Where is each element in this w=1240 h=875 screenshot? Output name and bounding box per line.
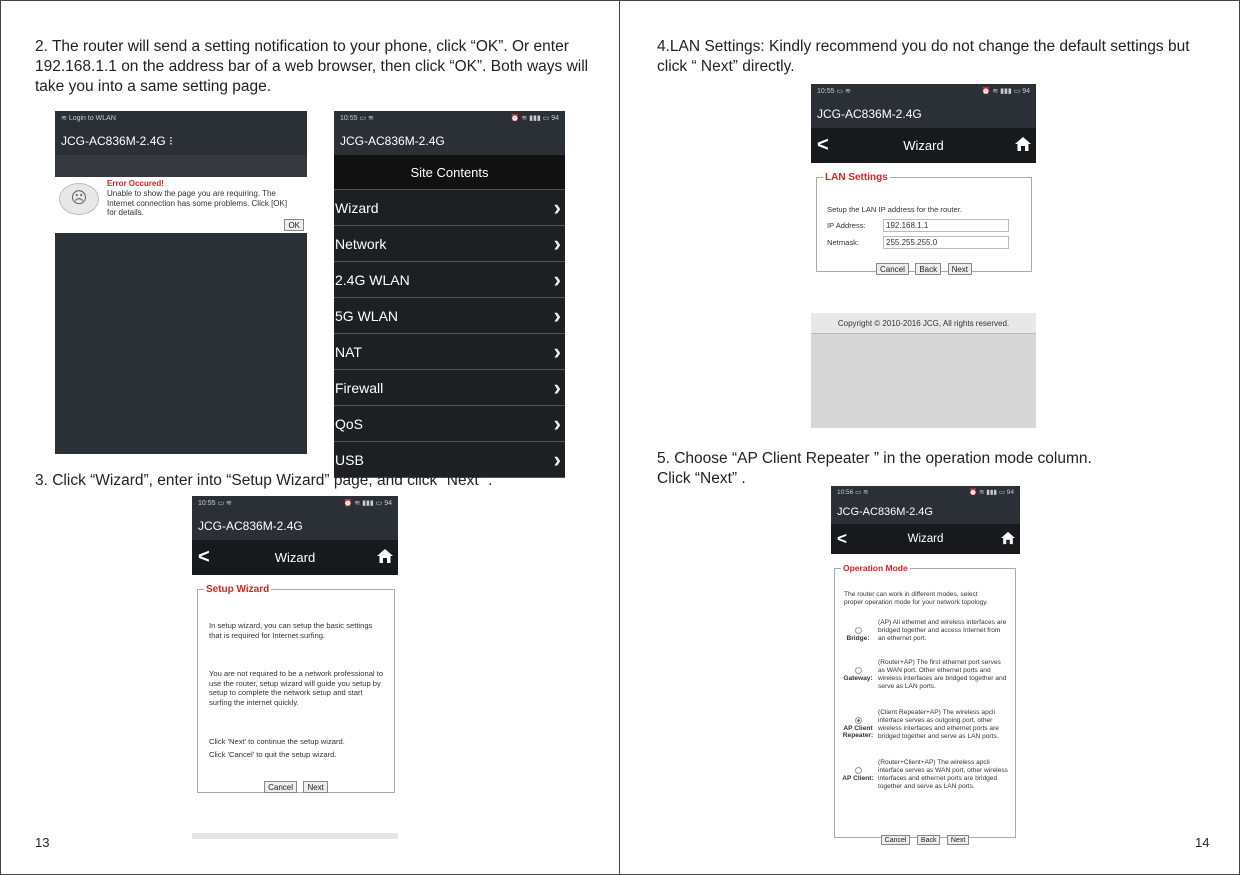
- wizard-title: Wizard: [903, 138, 944, 153]
- wizard-title: Wizard: [907, 533, 944, 545]
- wizard-bar: [831, 524, 1020, 554]
- menu-item[interactable]: QoS ›: [334, 406, 565, 442]
- lan-buttons: [817, 259, 1031, 277]
- lan-settings-panel: LAN Settings Setup the LAN IP address for the router. IP Address: 192.168.1.1 Netmask: 255.255.255.0 Cancel Back Next: [816, 172, 1032, 272]
- menu-list: [334, 190, 565, 478]
- lan-intro: Setup the LAN IP address for the router.: [827, 205, 962, 214]
- sad-face-icon: ☹: [59, 183, 99, 215]
- setup-wizard-panel: Setup Wizard In setup wizard, you can setup the basic settings that is required for Internet surfing. You are not required to be a network professional to use the router, setup wizard will guide you setup by setup to complete the network setup and start surfing the internet quickly. Click 'Next' to continue the setup wizard. Click 'Cancel' to quit the setup wizard. Cancel Next: [197, 584, 395, 793]
- mode-description: (AP) All ethernet and wireless interfaces are bridged together and access Internet from an ethernet port.: [878, 619, 1007, 642]
- chevron-right-icon: ›: [553, 411, 561, 436]
- mode-option[interactable]: [840, 619, 1012, 659]
- right-page: [619, 0, 1240, 875]
- error-message: Unable to show the page you are requiring. The Internet connection has some problems. Click [OK] for details.: [107, 189, 288, 217]
- chevron-right-icon: ›: [553, 231, 561, 256]
- menu-item[interactable]: USB ›: [334, 442, 565, 478]
- wizard-para-3: Click 'Next' to continue the setup wizard.: [209, 737, 345, 746]
- back-button[interactable]: Back: [915, 263, 941, 275]
- scroll-strip: [192, 833, 398, 839]
- spacer: [55, 155, 307, 177]
- netmask-row: Netmask: 255.255.255.0: [827, 236, 1009, 249]
- ssid-title: JCG-AC836M-2.4G: [192, 512, 398, 540]
- site-contents-title: Site Contents: [334, 155, 565, 190]
- wizard-bar: [811, 128, 1036, 163]
- menu-item[interactable]: NAT ›: [334, 334, 565, 370]
- step2-text: 2. The router will send a setting notification to your phone, click “OK”. Or enter 192.168.1.1 on the address bar of a web browser, then click “OK”. Both ways will take you into a same setting page.: [35, 38, 589, 95]
- netmask-input[interactable]: 255.255.255.0: [883, 236, 1009, 249]
- mode-label: Gateway:: [843, 674, 873, 682]
- ssid-title: JCG-AC836M-2.4G: [334, 127, 565, 155]
- radio-button[interactable]: [855, 717, 862, 724]
- operation-mode-panel: Operation Mode The router can work in different modes, select proper operation mode for your network topology. Bridge: (AP) All ethernet and wireless interfaces are bridged together and access Internet from an ethernet port. Gateway: (Router+AP) The first ethernet port serves as WAN port. Other ethernet ports and wireless interfaces are bridged together and serve as LAN ports. AP Client Repeater: (Client Repeater+AP) The wireless apcli interface serves as outgoing port, other wireless interfaces and ethernet ports are bridged together and serve as LAN ports. AP Client: (Router+Client+AP) The wireless apcli interface serves as WAN port, other wireless interfaces and ethernet ports are bridged together and serve as LAN ports. Cancel Back Next: [834, 563, 1016, 838]
- wifi-icon: ≋: [61, 115, 69, 122]
- menu-item[interactable]: 5G WLAN ›: [334, 298, 565, 334]
- radio-button[interactable]: [855, 627, 862, 634]
- mode-description: (Router+AP) The first ethernet port serves as WAN port. Other ethernet ports and wireless interfaces are bridged together and serve as LAN ports.: [878, 659, 1007, 690]
- mode-description: (Router+Client+AP) The wireless apcli interface serves as WAN port, other wireless interfaces and ethernet ports are bridged together and serve as LAN ports.: [878, 759, 1008, 790]
- error-dialog: [55, 177, 307, 233]
- home-icon[interactable]: [1000, 531, 1016, 545]
- mode-label: Bridge:: [846, 634, 870, 642]
- mode-description: (Client Repeater+AP) The wireless apcli interface serves as outgoing port, other wireless interfaces and ethernet ports are bridged together and serve as LAN ports.: [878, 709, 999, 740]
- cancel-button[interactable]: Cancel: [876, 263, 909, 275]
- mode-label: AP Client Repeater:: [842, 724, 874, 740]
- status-bar: 10:55 ▭ ≋ ⏰ ≋ ▮▮▮ ▭ 94: [334, 111, 565, 127]
- menu-item[interactable]: Wizard ›: [334, 190, 565, 226]
- ip-row: IP Address: 192.168.1.1: [827, 219, 1009, 232]
- ok-button[interactable]: OK: [284, 219, 304, 231]
- status-bar: ≋ Login to WLAN: [55, 111, 307, 127]
- cancel-button[interactable]: Cancel: [264, 781, 297, 793]
- back-icon[interactable]: <: [198, 546, 210, 568]
- ssid-title: JCG-AC836M-2.4G ⁝: [55, 127, 307, 155]
- page-number: 14: [1195, 835, 1210, 850]
- menu-item[interactable]: Firewall ›: [334, 370, 565, 406]
- wizard-para-2: You are not required to be a network professional to use the router, setup wizard will guide you setup by setup to complete the network setup and start surfing the internet quickly.: [209, 669, 384, 707]
- mode-option[interactable]: [840, 709, 1012, 759]
- mode-label: AP Client:: [842, 774, 874, 782]
- step5-line1: 5. Choose “AP Client Repeater ” in the operation mode column.: [657, 450, 1092, 467]
- ssid-title: JCG-AC836M-2.4G: [811, 100, 1036, 128]
- page-number: 13: [35, 835, 50, 850]
- next-button[interactable]: Next: [948, 263, 972, 275]
- mode-list: [840, 619, 1012, 809]
- cancel-button[interactable]: Cancel: [881, 835, 911, 845]
- phone-error-screen: [55, 111, 307, 454]
- step3-text: 3. Click “Wizard”, enter into “Setup Wizard” page, and click “Next” .: [35, 472, 493, 489]
- wizard-bar: [192, 540, 398, 575]
- copyright-text: Copyright © 2010-2016 JCG, All rights reserved.: [811, 313, 1036, 334]
- wizard-title: Wizard: [274, 550, 316, 565]
- ssid-title: JCG-AC836M-2.4G: [831, 500, 1020, 524]
- home-icon[interactable]: [376, 548, 394, 564]
- mode-buttons: [835, 829, 1015, 847]
- chevron-right-icon: ›: [553, 195, 561, 220]
- mode-option[interactable]: [840, 759, 1012, 809]
- next-button[interactable]: Next: [303, 781, 327, 793]
- radio-button[interactable]: [855, 667, 862, 674]
- back-icon[interactable]: <: [837, 529, 847, 548]
- radio-button[interactable]: [855, 767, 862, 774]
- back-icon[interactable]: <: [817, 134, 829, 156]
- chevron-right-icon: ›: [553, 447, 561, 472]
- status-bar: 10:55 ▭ ≋ ⏰ ≋ ▮▮▮ ▭ 94: [192, 496, 398, 512]
- mode-option[interactable]: [840, 659, 1012, 709]
- next-button[interactable]: Next: [947, 835, 969, 845]
- error-title: Error Occured!: [107, 179, 164, 188]
- status-bar: 10:56 ▭ ≋ ⏰ ≋ ▮▮▮ ▭ 94: [831, 486, 1020, 500]
- status-bar: 10:55 ▭ ≋ ⏰ ≋ ▮▮▮ ▭ 94: [811, 84, 1036, 100]
- menu-item[interactable]: Network ›: [334, 226, 565, 262]
- wizard-buttons: [198, 777, 394, 795]
- wizard-para-4: Click 'Cancel' to quit the setup wizard.: [209, 750, 337, 759]
- step4-text: 4.LAN Settings: Kindly recommend you do not change the default settings but click “ Next” directly.: [657, 38, 1190, 75]
- phone-operation-mode: [831, 486, 1020, 844]
- mode-intro: The router can work in different modes, select proper operation mode for your network topology.: [844, 591, 988, 606]
- phone-setup-wizard: [192, 496, 398, 841]
- ip-address-input[interactable]: 192.168.1.1: [883, 219, 1009, 232]
- chevron-right-icon: ›: [553, 303, 561, 328]
- footer-area: [811, 313, 1036, 428]
- chevron-right-icon: ›: [553, 339, 561, 364]
- wizard-para-1: In setup wizard, you can setup the basic settings that is required for Internet surfing.: [209, 621, 373, 640]
- step5-line2: Click “Next” .: [657, 470, 746, 487]
- phone-lan-settings: [811, 84, 1036, 428]
- home-icon[interactable]: [1014, 136, 1032, 152]
- chevron-right-icon: ›: [553, 375, 561, 400]
- back-button[interactable]: Back: [917, 835, 941, 845]
- chevron-right-icon: ›: [553, 267, 561, 292]
- phone-site-contents: [334, 111, 565, 472]
- menu-item[interactable]: 2.4G WLAN ›: [334, 262, 565, 298]
